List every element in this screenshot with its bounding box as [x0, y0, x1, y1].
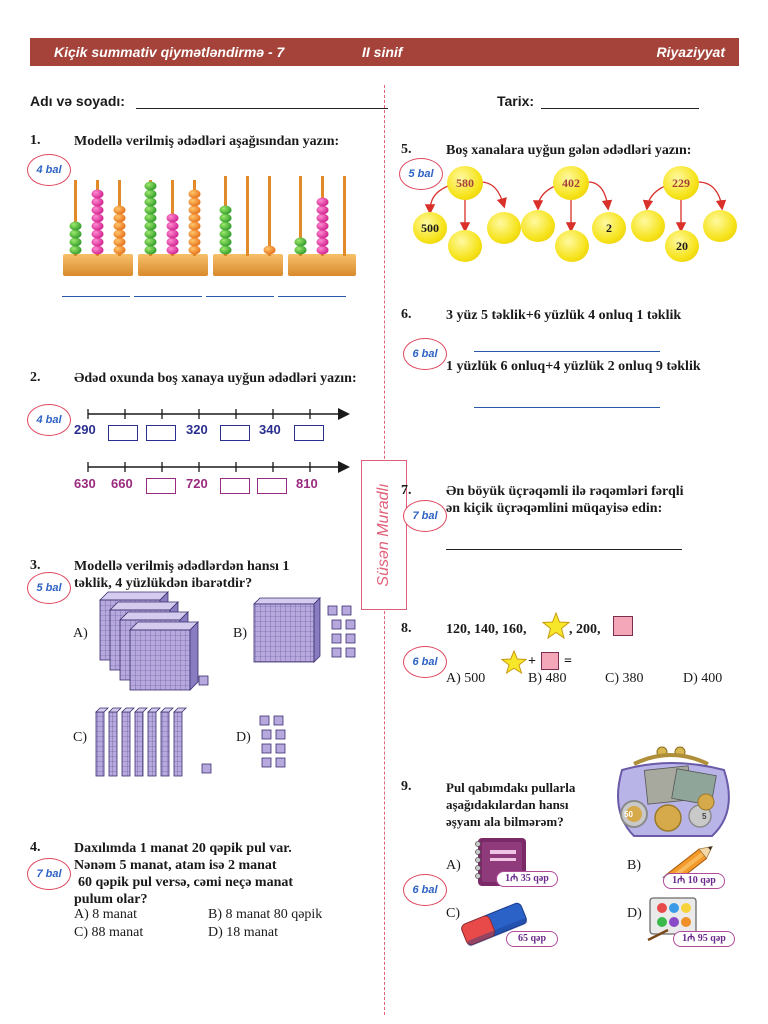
abacus-4: [288, 176, 356, 276]
q9-option-a-label[interactable]: A): [446, 858, 461, 873]
q3-option-a-blocks[interactable]: [90, 590, 216, 692]
q5-circle-3[interactable]: [487, 212, 521, 244]
nl2-box-2[interactable]: [220, 478, 250, 494]
square-icon-small: [541, 652, 559, 670]
q8-option-b[interactable]: B) 480: [528, 671, 567, 686]
q8-seq-part-2: , 200,: [569, 622, 601, 637]
q5-circle-5[interactable]: [555, 230, 589, 262]
q9-price-b: 1₼ 10 qəp: [663, 873, 725, 889]
q5-points: 5 bal: [408, 168, 434, 180]
q3-option-d-label[interactable]: D): [236, 730, 251, 745]
coin-label-50: 50: [624, 810, 633, 819]
coin-label-5: 5: [702, 812, 707, 821]
q5-circle-1[interactable]: [413, 212, 447, 244]
q9-points: 6 bal: [412, 884, 438, 896]
purse-icon: [612, 742, 740, 842]
watermark-text: Süsən Muradlı: [375, 483, 392, 587]
q4-option-a[interactable]: A) 8 manat: [74, 907, 137, 922]
q5-circle-8[interactable]: [665, 230, 699, 262]
q5-circle-4[interactable]: [521, 210, 555, 242]
star-icon[interactable]: [542, 612, 570, 639]
q7-points-badge: [403, 500, 447, 532]
q1-text: Modellə verilmiş ədədləri aşağısından yazın:: [74, 134, 340, 149]
q3-text: Modellə verilmiş ədədlərdən hansı 1 təklik, 4 yüzlükdən ibarətdir?: [74, 559, 290, 591]
q9-option-b-label[interactable]: B): [627, 858, 641, 873]
nl1-box-3[interactable]: [220, 425, 250, 441]
header-subject: Riyaziyyat: [656, 44, 725, 60]
q6-answer-1[interactable]: [474, 338, 660, 352]
q9-option-c-label[interactable]: C): [446, 906, 460, 921]
nl2-label-1: 630: [74, 476, 96, 491]
q5-circle-1-value: 500: [421, 220, 439, 235]
q7-answer[interactable]: [446, 536, 682, 550]
abacus-1: [63, 180, 133, 276]
name-label: Adı və soyadı:: [30, 93, 125, 109]
q3-option-b-blocks[interactable]: [250, 596, 362, 666]
nl1-label-3: 340: [259, 422, 281, 437]
q4-line-1: Daxılımda 1 manat 20 qəpik pul var.: [74, 841, 292, 856]
q1-answer-4[interactable]: [278, 283, 346, 297]
q8-plus: +: [528, 654, 536, 669]
nl2-label-3: 720: [186, 476, 208, 491]
q8-equals: =: [564, 654, 572, 669]
number-line-2: [80, 458, 352, 478]
q2-points: 4 bal: [36, 414, 62, 426]
q6-answer-2[interactable]: [474, 394, 660, 408]
number-line-1: [80, 405, 352, 425]
q1-answer-2[interactable]: [134, 283, 202, 297]
header-band: [30, 38, 739, 66]
q5-number: 5.: [401, 142, 412, 157]
q5-text: Boş xanalara uyğun gələn ədədləri yazın:: [446, 143, 692, 158]
name-field[interactable]: [136, 95, 388, 109]
q5-top-1-value: 580: [456, 175, 474, 190]
q4-line-4: pulum olar?: [74, 892, 148, 907]
q6-number: 6.: [401, 307, 412, 322]
q7-points: 7 bal: [412, 510, 438, 522]
q7-line-2: ən kiçik üçrəqəmlini müqayisə edin:: [446, 501, 663, 516]
header-title: Kiçik summativ qiymətləndirmə - 7: [54, 44, 285, 60]
nl1-label-2: 320: [186, 422, 208, 437]
q9-line-3: əşyanı ala bilmərəm?: [446, 814, 564, 829]
q6-points: 6 bal: [412, 348, 438, 360]
header-grade: II sinif: [362, 44, 403, 60]
q5-top-2-value: 402: [562, 175, 580, 190]
q4-points: 7 bal: [36, 868, 62, 880]
q4-line-3: 60 qəpik pul versə, cəmi neçə manat: [78, 875, 294, 890]
q4-option-c[interactable]: C) 88 manat: [74, 925, 144, 940]
q9-line-2: aşağıdakılardan hansı: [446, 797, 569, 812]
abacus-models: [58, 170, 358, 280]
q4-option-d[interactable]: D) 18 manat: [208, 925, 278, 940]
square-icon[interactable]: [613, 616, 633, 636]
q5-top-3: [663, 166, 699, 200]
q6-line-1: 3 yüz 5 təklik+6 yüzlük 4 onluq 1 təklik: [446, 308, 682, 323]
nl2-box-3[interactable]: [257, 478, 287, 494]
q3-option-b-label[interactable]: B): [233, 626, 247, 641]
abacus-2: [138, 180, 208, 276]
q4-option-b[interactable]: B) 8 manat 80 qəpik: [208, 907, 323, 922]
q5-top-3-value: 229: [672, 175, 690, 190]
q3-number: 3.: [30, 558, 41, 573]
q8-points-badge: [403, 646, 447, 678]
q3-points-badge: [27, 572, 71, 604]
q8-seq-part-1: 120, 140, 160,: [446, 622, 527, 637]
abacus-3: [213, 176, 283, 276]
q5-top-1: [447, 166, 483, 200]
star-icon-small: [501, 650, 527, 674]
nl2-label-2: 660: [111, 476, 133, 491]
q4-line-2: Nənəm 5 manat, atam isə 2 manat: [74, 858, 277, 873]
q1-number: 1.: [30, 133, 41, 148]
q9-number: 9.: [401, 779, 412, 794]
q5-circle-2[interactable]: [448, 230, 482, 262]
q5-circle-9[interactable]: [703, 210, 737, 242]
q8-number: 8.: [401, 621, 412, 636]
q8-option-a[interactable]: A) 500: [446, 671, 486, 686]
q9-option-d-label[interactable]: D): [627, 906, 642, 921]
q5-circle-6-value: 2: [606, 220, 612, 235]
q2-number: 2.: [30, 370, 41, 385]
q8-option-c[interactable]: C) 380: [605, 671, 644, 686]
q3-option-c-blocks[interactable]: [92, 706, 220, 782]
nl1-label-1: 290: [74, 422, 96, 437]
q9-price-d: 1₼ 95 qəp: [673, 931, 735, 947]
q6-points-badge: [403, 338, 447, 370]
q1-answer-1[interactable]: [62, 283, 130, 297]
q2-points-badge: [27, 404, 71, 436]
q9-points-badge: [403, 874, 447, 906]
q3-points: 5 bal: [36, 582, 62, 594]
q8-option-d[interactable]: D) 400: [683, 671, 723, 686]
nl1-box-4[interactable]: [294, 425, 324, 441]
q7-number: 7.: [401, 483, 412, 498]
q5-top-2: [553, 166, 589, 200]
q4-number: 4.: [30, 840, 41, 855]
q3-option-d-blocks[interactable]: [256, 712, 296, 774]
q3-option-a-label[interactable]: A): [73, 626, 88, 641]
date-label: Tarix:: [497, 93, 535, 109]
q7-line-1: Ən böyük üçrəqəmli ilə rəqəmləri fərqli: [446, 484, 684, 499]
q9-price-a: 1₼ 35 qəp: [496, 871, 558, 887]
nl2-box-1[interactable]: [146, 478, 176, 494]
q3-option-c-label[interactable]: C): [73, 730, 87, 745]
q4-points-badge: [27, 858, 71, 890]
date-field[interactable]: [541, 95, 699, 109]
q5-circle-7[interactable]: [631, 210, 665, 242]
q9-line-1: Pul qabımdakı pullarla: [446, 780, 576, 795]
nl1-box-1[interactable]: [108, 425, 138, 441]
nl1-box-2[interactable]: [146, 425, 176, 441]
q2-text: Ədəd oxunda boş xanaya uyğun ədədləri yazın:: [74, 371, 357, 386]
q9-price-c: 65 qəp: [506, 931, 558, 947]
q1-answer-3[interactable]: [206, 283, 274, 297]
q8-points: 6 bal: [412, 656, 438, 668]
nl2-label-4: 810: [296, 476, 318, 491]
q1-points: 4 bal: [36, 164, 62, 176]
q5-circle-8-value: 20: [676, 238, 688, 253]
q6-line-2: 1 yüzlük 6 onluq+4 yüzlük 2 onluq 9 təklik: [446, 359, 701, 374]
q5-circle-6[interactable]: [592, 212, 626, 244]
